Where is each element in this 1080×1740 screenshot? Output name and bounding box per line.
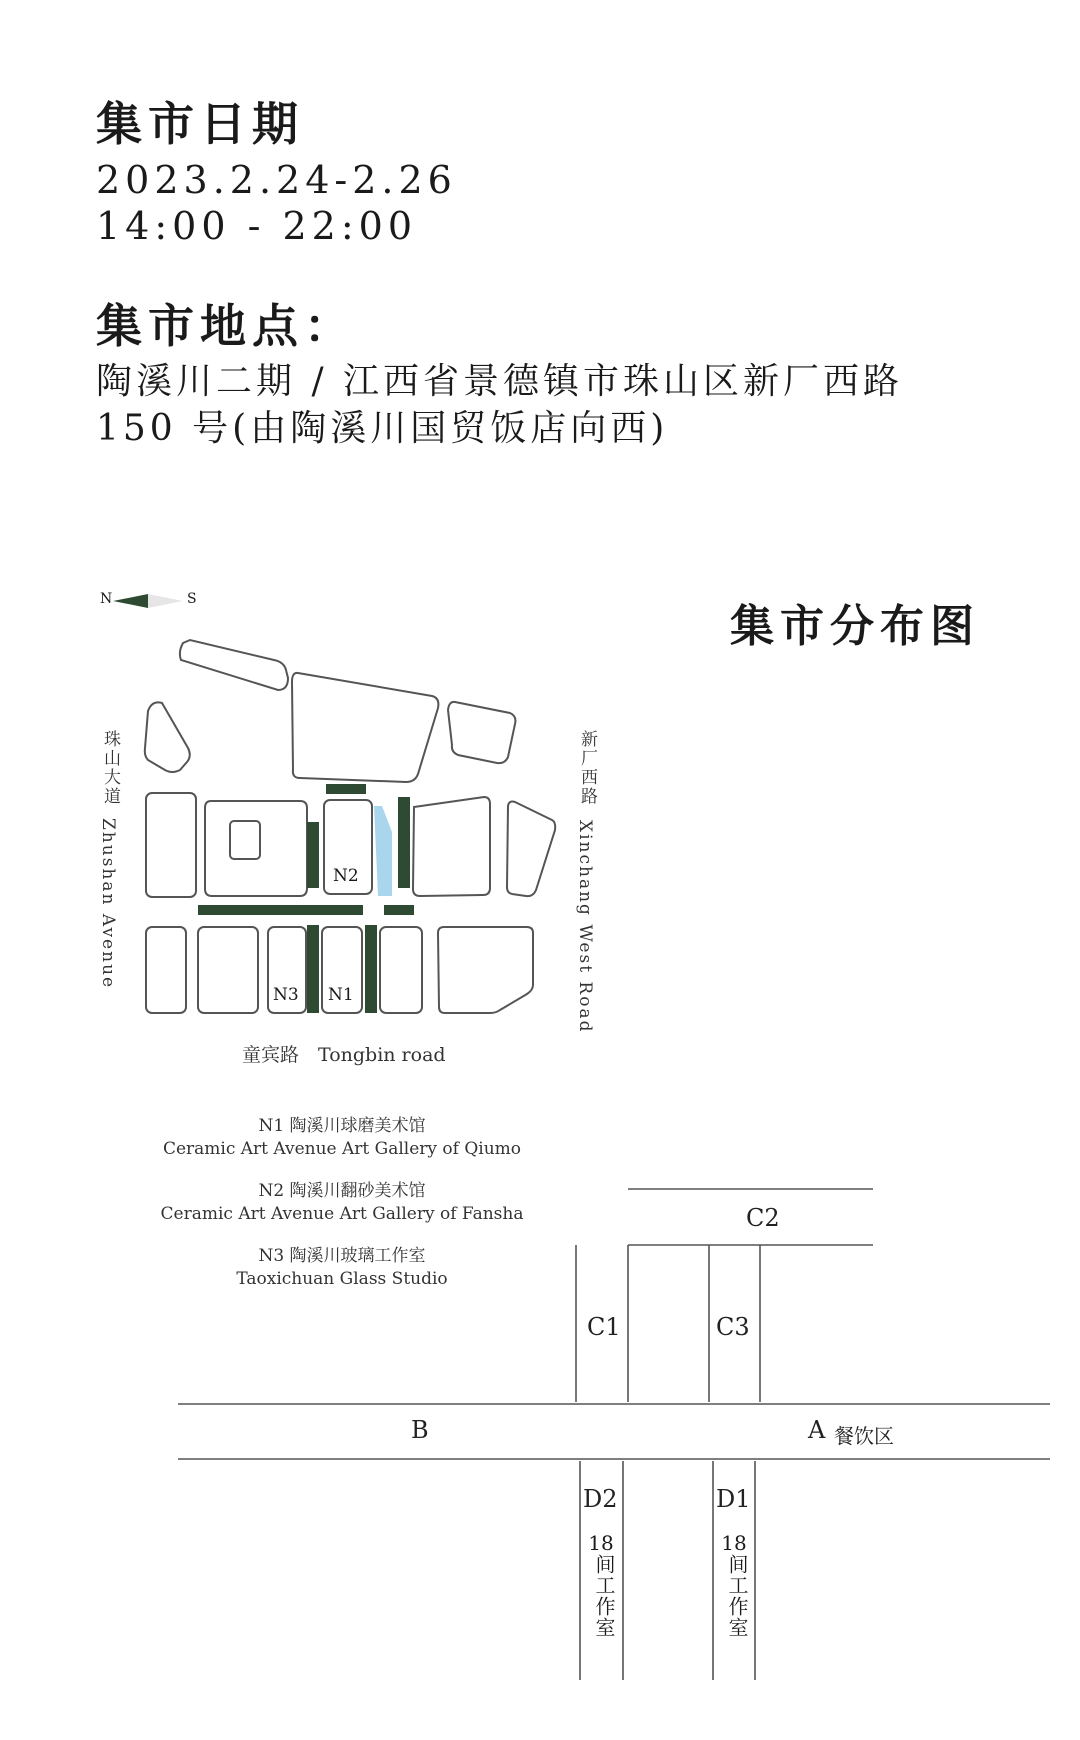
address-line-2: 150 号(由陶溪川国贸饭店向西) [96,408,669,449]
building-shape [438,927,533,1013]
building-shape [146,927,186,1013]
building-shape [448,702,515,763]
legend-cn: N3 陶溪川玻璃工作室 [258,1246,426,1266]
zone-d2-label: D2 [583,1485,618,1513]
compass-north-label: N [100,591,113,607]
building-shape [413,797,490,896]
building-shape [230,821,260,859]
venue-block [398,797,410,888]
legend-cn: N2 陶溪川翻砂美术馆 [258,1181,426,1201]
venue-block [307,925,319,1013]
building-shape [145,702,190,772]
venue-block [326,784,366,794]
venue-block [384,905,414,915]
road-west-en: Zhushan Avenue [98,818,118,990]
label-n3: N3 [273,985,299,1005]
zone-c2-label: C2 [746,1204,780,1232]
legend-item [132,1245,552,1291]
compass-icon [113,594,183,608]
building-shape [380,927,422,1013]
zone-d1-label: D1 [716,1485,751,1513]
building-shape [198,927,258,1013]
road-east-en: Xinchang West Road [575,820,595,1034]
zone-d2-desc: 间工作室 [592,1554,616,1638]
legend-en: Taoxichuan Glass Studio [236,1269,448,1289]
building-shape [292,673,438,782]
road-west-cn: 珠山大道 [100,730,120,806]
compass-south-label: S [187,591,197,607]
market-location-heading: 集市地点： [96,299,356,353]
legend-cn: N1 陶溪川球磨美术馆 [258,1116,426,1136]
label-n2: N2 [333,866,359,886]
zone-b-label: B [411,1416,429,1444]
venue-block [307,822,319,888]
zone-d1-count: 18 [721,1531,747,1555]
buildings [145,640,555,1013]
venue-block [365,925,377,1013]
legend-item [132,1180,552,1226]
water-feature [374,806,392,896]
zone-d1-desc: 间工作室 [725,1554,749,1638]
zone-a-label: A [808,1416,826,1444]
building-shape [205,801,307,896]
building-shape [180,640,288,690]
venue-block [198,905,363,915]
building-shape [507,802,555,897]
zone-a-sublabel: 餐饮区 [834,1424,894,1448]
address-line-1: 陶溪川二期 / 江西省景德镇市珠山区新厂西路 [96,361,904,402]
zone-d2-count: 18 [588,1531,614,1555]
label-n1: N1 [328,985,354,1005]
legend-en: Ceramic Art Avenue Art Gallery of Qiumo [162,1139,522,1159]
map-title: 集市分布图 [730,601,980,652]
zone-c1-label: C1 [587,1313,621,1341]
market-date-heading: 集市日期 [96,97,304,151]
market-dates: 2023.2.24-2.26 [96,158,457,202]
legend-item [132,1115,552,1161]
building-shape [146,793,196,897]
zone-c3-label: C3 [716,1313,750,1341]
road-south: 童宾路 Tongbin road [242,1044,446,1066]
legend-en: Ceramic Art Avenue Art Gallery of Fansha [160,1204,524,1224]
market-time: 14:00 - 22:00 [96,204,418,248]
road-east-cn: 新厂西路 [577,730,597,806]
